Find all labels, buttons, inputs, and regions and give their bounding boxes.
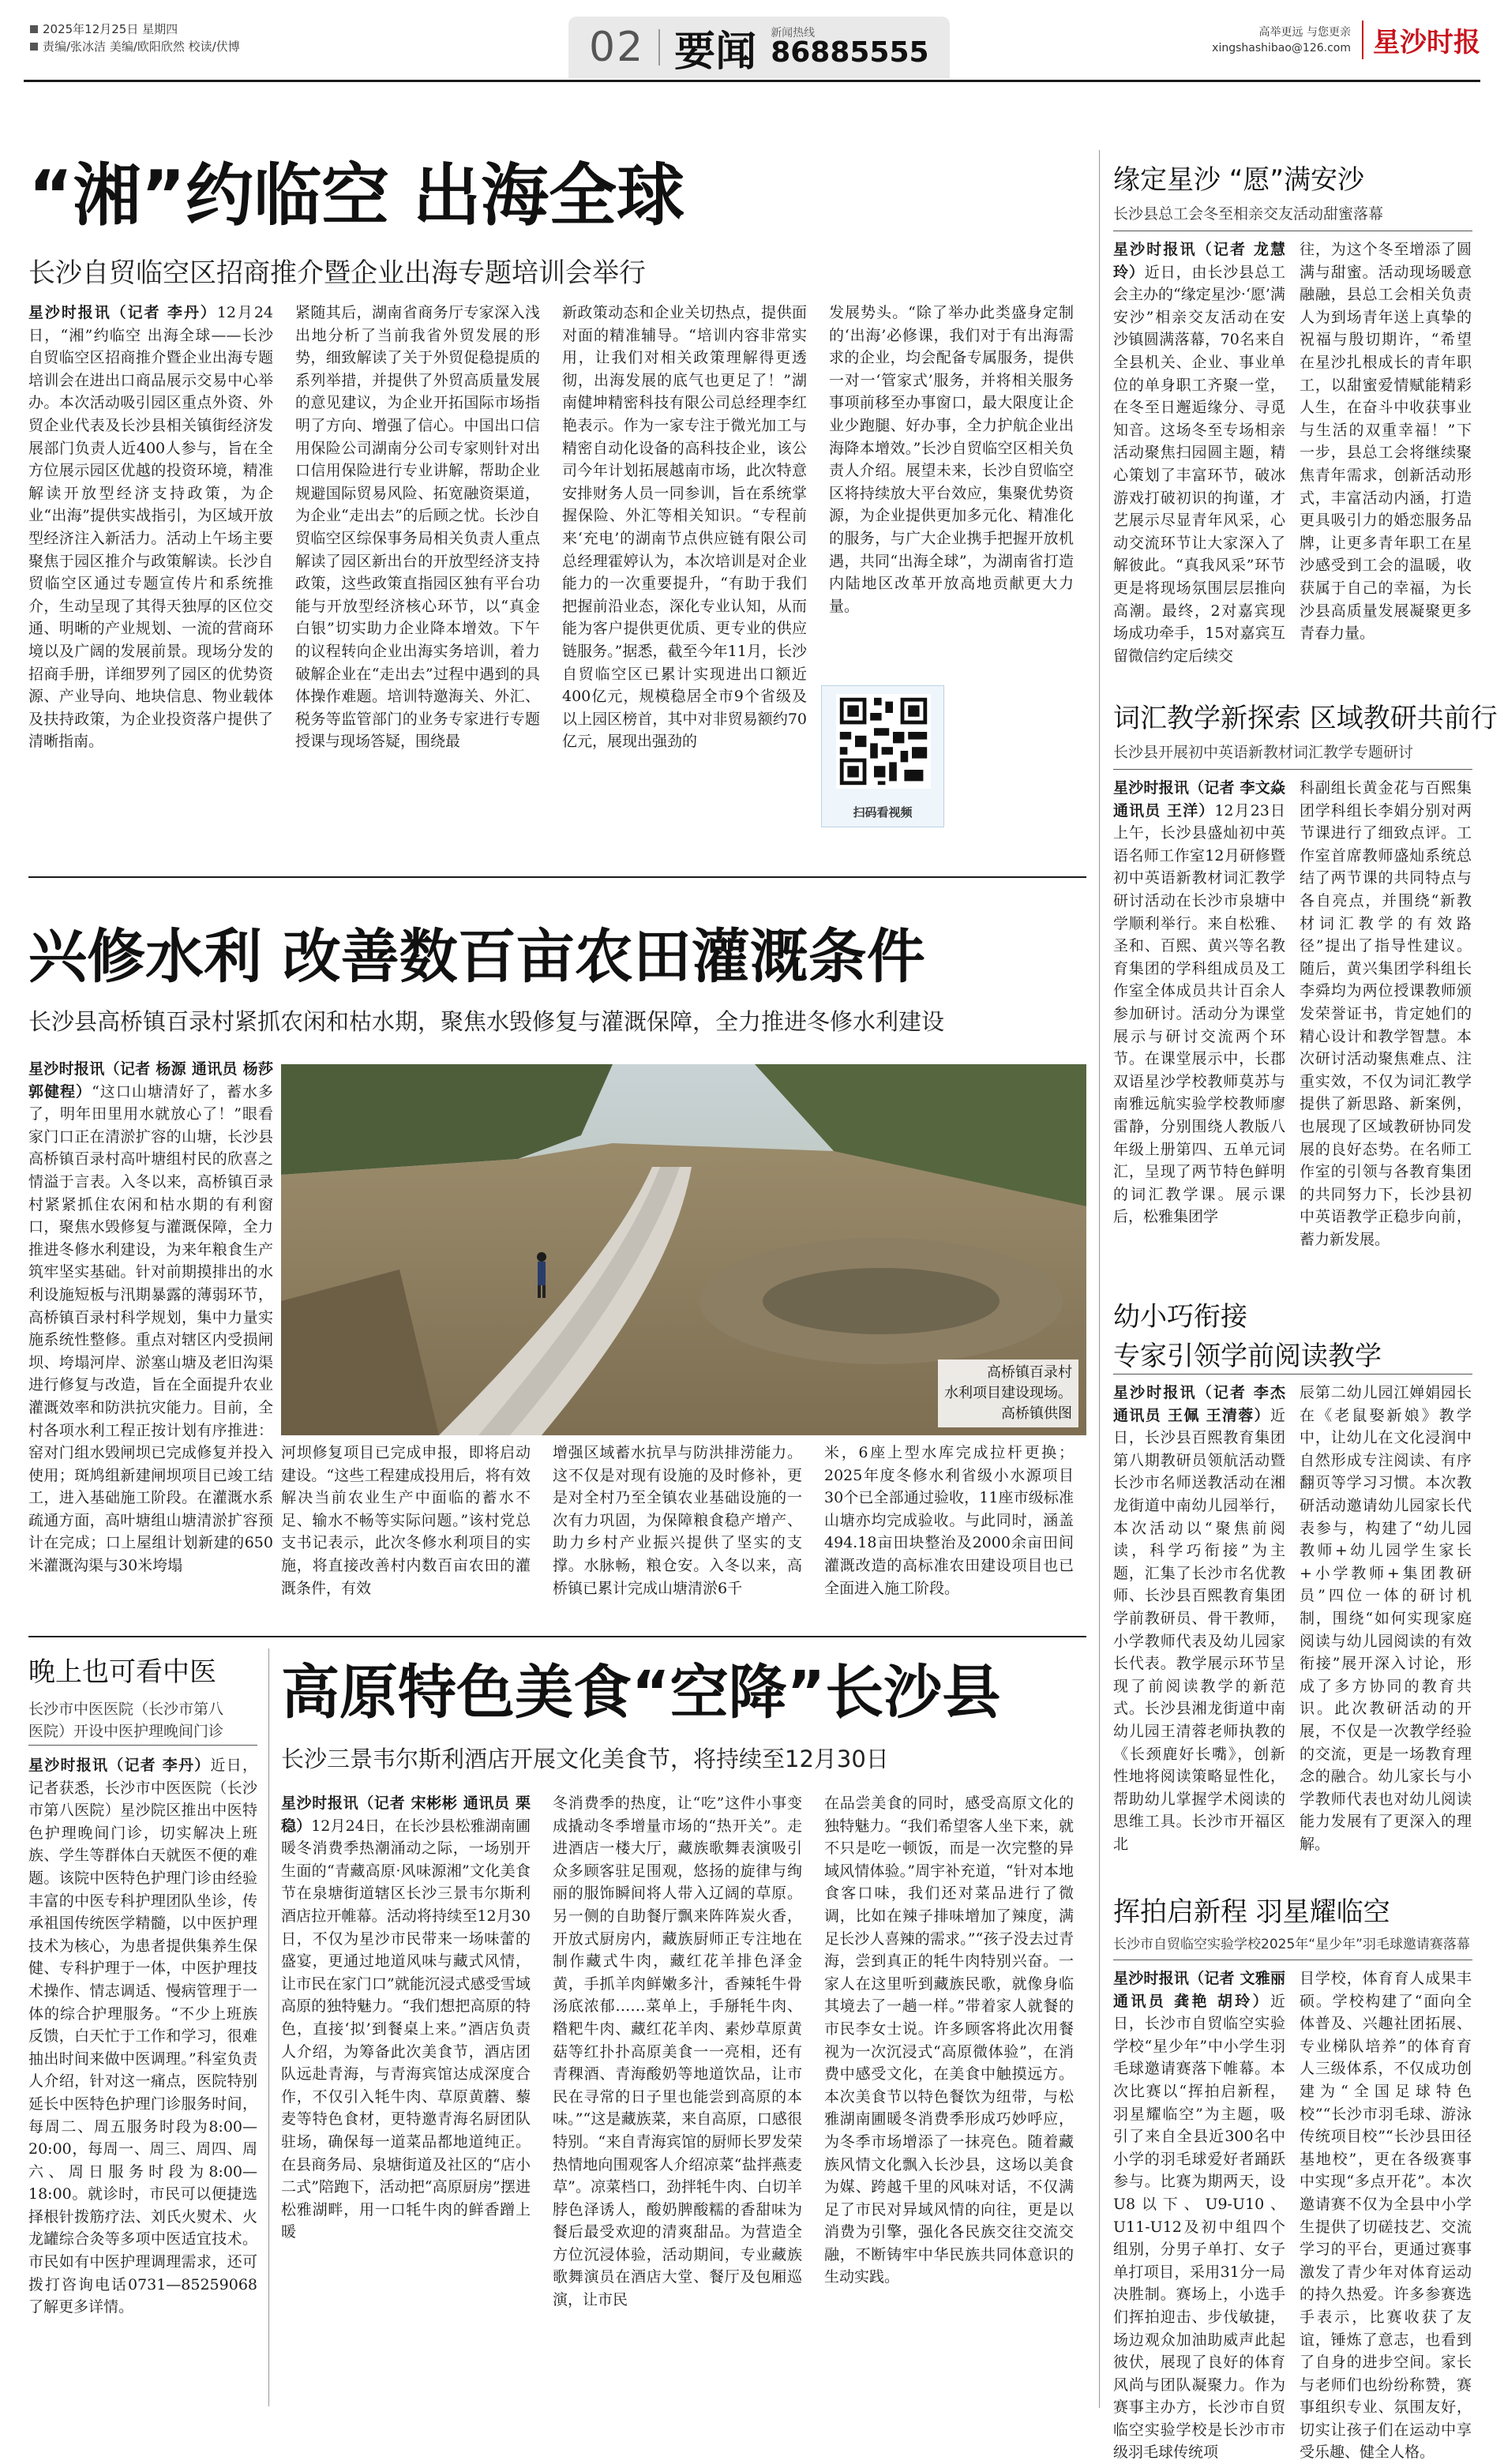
issue-date: 2025年12月25日 星期四 [43,22,178,36]
article4-text-2: 冬消费季的热度，让“吃”这件小事变成撬动冬季增量市场的“热开关”。走进酒店一楼大厅，藏族歌舞表演吸引众多顾客驻足围观，悠扬的旋律与绚丽的服饰瞬间将人带入辽阔的草原。另一侧的自助餐厅飘来阵阵炭火香，开放式厨房内，藏族厨师正专注地在制作藏式牛肉，藏红花羊排色泽金黄，手抓羊肉鲜嫩多汁，香辣牦牛骨汤底浓郁……菜单上，手掰牦牛肉、糌粑牛肉、藏红花羊肉、素炒草原黄菇等红扑扑高原美食一一亮相，还有青稞酒、青海酸奶等地道饮品，让市民在寻常的日子里也能尝到高原的本味。”“这是藏族菜，来自高原，口感很特别。“来自青海宾馆的厨师长罗发荣热情地向围观客人介绍凉菜“盐拌燕麦草”。凉菜档口，劲拌牦牛肉、白切羊脖色泽诱人，酸奶脾酸糯的香甜味为餐后最受欢迎的清爽甜品。为营造全方位沉浸体验，活动期间，专业藏族歌舞演员在酒店大堂、餐厅及包厢巡演，让市民 [553,1795,802,2309]
article1-text-4: 发展势头。“除了举办此类盛身定制的‘出海’必修课，我们对于有出海需求的企业，均会配备专属服务，提供一对一‘管家式’服务，并将相关服务事项前移至办事窗口，最大限度让企业少跑腿、好办事，全力护航企业出海降本增效。”长沙自贸临空区相关负责人介绍。展望未来，长沙自贸临空区将持续放大平台效应，集聚优势资源，为企业提供更加多元化、精准化的服务，与广大企业携手把握开放机遇，共同“出海全球”，为湖南省打造内陆地区改革开放高地贡献更大力量。 [829,304,1074,615]
hotline [771,28,928,67]
divider [28,1636,1086,1637]
divider [658,29,660,66]
article1-text-1: 12月24日，“湘”约临空 出海全球——长沙自贸临空区招商推介暨企业出海专题培训会在进出口商品展示交易中心举办。本次活动吸引园区重点外资、外贸企业代表及长沙县相关镇街经济发展部门负责人近400人参与，旨在全方位展示园区优越的投资环境，精准解读开放型经济支持政策，为企业“出海”提供实战指引，为区域开放型经济注入新活力。活动上午场主要聚焦于园区推介与政策解读。长沙自贸临空区通过专题宣传片和系统推介，生动呈现了其得天独厚的区位交通、明晰的产业规划、一流的营商环境以及广阔的发展前景。现场分发的招商手册，详细罗列了园区的优势资源、产业导向、地块信息、物业载体及扶持政策，为企业投资落户提供了清晰指南。 [28,304,273,751]
divider [1113,1374,1472,1375]
article1-text-3: 新政策动态和企业关切热点，提供面对面的精准辅导。“培训内容非常实用，让我们对相关政策理解得更透彻，出海发展的底气也更足了！”湖南健坤精密科技有限公司总经理李红艳表示。作为一家专注于微光加工与精密自动化设备的高科技企业，该公司今年计划拓展越南市场，此次特意安排财务人员一同参训，旨在系统掌握保险、外汇等相关知识。“专程前来‘充电’的湖南节点供应链有限公司总经理霍婷认为，本次培训是对企业能力的一次重要提升，“有助于我们把握前沿业态，深化专业认知，从而能为客户提供更优质、更专业的供应链服务。”据悉，截至今年11月，长沙自贸临空区已累计实现进出口额近400亿元，规模稳居全市9个省级及以上园区榜首，其中对非贸易额约70亿元，展现出强劲的 [562,304,807,751]
side2-title: 词汇教学新探索 区域教研共前行 [1113,703,1498,734]
section-name: 要闻 [674,28,757,76]
article1-text-2: 紧随其后，湖南省商务厅专家深入浅出地分析了当前我省外贸发展的形势，细致解读了关于外贸促稳提质的系列举措，并提供了外贸高质量发展的意见建议，为企业开拓国际市场指明了方向、增强了信心。中国出口信用保险公司湖南分公司专家则针对出口信用保险进行专业讲解，帮助企业规避国际贸易风险、拓宽融资渠道，为企业“走出去”的后顾之忧。长沙自贸临空区综保事务局相关负责人重点解读了园区新出台的开放型经济支持政策，这些政策直指园区独有平台功能与开放型经济核心环节，以“真金白银”切实助力企业降本增效。下午的议程转向企业出海实务培训，着力破解企业在“走出去”过程中遇到的具体操作难题。培训特邀海关、外汇、税务等监管部门的业务专家进行专题授课与现场答疑，围绕最 [295,304,540,751]
divider [268,1648,269,2406]
article2-text-4: 米，6座上型水库完成拉杆更换；2025年度冬修水利省级小水源项目30个已全部通过验收，11座市级标准山塘亦均完成验收。与此同时，涵盖494.18亩田块整治及2000余亩田间灌溉改造的高标准农田建设项目也已全面进入施工阶段。 [824,1444,1074,1597]
email: xingshashibao@126.com [1212,41,1351,54]
hotline-label: 新闻热线 [771,27,816,39]
article2-col2 [281,1442,531,1603]
article1-col3 [562,302,807,823]
article3-header [28,1650,265,1742]
qr-caption: 扫码看视频 [853,805,913,819]
article3-subtitle-1: 长沙市中医医院（长沙市第八 [28,1701,224,1718]
editors: 责编/张冰洁 美编/欧阳欣然 校读/伏博 [43,39,240,54]
article1-col2 [295,302,540,823]
article4-body [281,1792,1086,2403]
brand-logo: 星沙时报 [1362,21,1480,59]
side4-title: 挥拍启新程 羽星耀临空 [1113,1896,1390,1928]
side2-byline: 星沙时报讯（记者 李文焱 通讯员 王洋） [1113,779,1285,819]
side1-col2 [1300,238,1472,643]
side1-text-2: 往，为这个冬至增添了圆满与甜蜜。活动现场暖意融融，县总工会相关负责人为到场青年送上真挚的祝福与殷切期许，“希望在星沙扎根成长的青年职工，以甜蜜爱情赋能精彩人生，在奋斗中收获事业与生活的双重幸福！”下一步，县总工会将继续聚焦青年需求，创新活动形式，丰富活动内涵，打造更具吸引力的婚恋服务品牌，让更多青年职工在星沙感受到工会的温暖，收获属于自己的幸福，为长沙县高质量发展凝聚更多青春力量。 [1300,241,1472,643]
article1-byline: 星沙时报讯（记者 李丹） [28,304,217,321]
square-bullet-icon [30,25,38,33]
article1-title: “湘”约临空 出海全球 [28,156,684,235]
side1-subtitle: 长沙县总工会冬至相亲交友活动甜蜜落幕 [1113,205,1384,223]
irrigation-photo [281,1064,1086,1435]
divider [1113,769,1472,770]
side2-col2 [1300,777,1472,1295]
article1-col4 [829,302,1074,633]
side4-text-1: 近日，长沙市自贸临空实验学校“星少年”中小学生羽毛球邀请赛落下帷幕。本次比赛以“挥拍启新程，羽星耀临空”为主题，吸引了来自全县近300名中小学的羽毛球爱好者踊跃参与。比赛为期两天，设U8以下、U9-U10、U11-U12及初中组四个组别，分男子单打、女子单打项目，采用31分一局决胜制。赛场上，小选手们挥拍迎击、步伐敏捷，场边观众加油助威声此起彼伏，展现了良好的体育风尚与团队凝聚力。作为赛事主办方，长沙市自贸临空实验学校是长沙市市级羽毛球传统项 [1113,1992,1285,2462]
article4-text-1: 12月24日，在长沙县松雅湖南圃暖冬消费季热潮涌动之际，一场别开生面的“青藏高原·风味源湘”文化美食节在泉塘街道辖区长沙三景韦尔斯利酒店拉开帷幕。活动将持续至12月30日，不仅为星沙市民带来一场味蕾的盛宴，更通过地道风味与藏式风情，让市民在家门口”就能沉浸式感受雪域高原的独特魅力。“我们想把高原的特色，直接‘拟’到餐桌上来。”酒店负责人介绍，为筹备此次美食节，酒店团队远赴青海，与青海宾馆达成深度合作，不仅引入牦牛肉、草原黄蘑、藜麦等特色食材，更特邀青海名厨团队驻场，确保每一道菜品都地道纯正。在县商务局、泉塘街道及社区的“店小二式”陪跑下，活动把“高原厨房”摆进松雅湖畔，用一口牦牛肉的鲜香蹭上暖 [281,1817,531,2241]
section-tab [568,16,950,79]
article1-col1 [28,302,273,823]
article4-subtitle: 长沙三景韦尔斯利酒店开展文化美食节，将持续至12月30日 [281,1746,889,1772]
divider [1099,150,1100,2408]
side2-subtitle: 长沙县开展初中英语新教材词汇教学专题研讨 [1113,744,1414,761]
article4-byline: 星沙时报讯（记者 宋彬彬 通讯员 栗稳） [281,1795,531,1835]
side2-text-2: 科副组长黄金花与百熙集团学科组长李娟分别对两节课进行了细致点评。工作室首席教师盛灿系统总结了两节课的共同特点与各自亮点，并围绕“新教材词汇教学的有效路径”提出了指导性建议。随后，黄兴集团学科组长李舜均为两位授课教师颁发荣誉证书，肯定她们的精心设计和教学智慧。本次研讨活动聚焦难点、注重实效，不仅为词汇教学提供了新思路、新案例，也展现了区域教研协同发展的良好态势。在名师工作室的引领与各教育集团的共同努力下，长沙县初中英语教学正稳步向前，蓄力新发展。 [1300,779,1472,1248]
article3-subtitle-2: 医院）开设中医护理晚间门诊 [28,1723,224,1740]
article4-col2 [553,1792,802,2403]
article2-lower-body [281,1442,1086,1603]
article3-title: 晚上也可看中医 [28,1656,216,1688]
side3-byline: 星沙时报讯（记者 李杰 通讯员 王佩 王清蓉） [1113,1384,1285,1424]
slogan-block [1212,24,1351,56]
side4-text-2: 目学校，体育育人成果丰硕。学校构建了“面向全体普及、兴趣社团拓展、专业梯队培养”的体育育人三级体系，不仅成功创建为“全国足球特色校”“长沙市羽毛球、游泳传统项目校”“长沙县田径基地校”，更在各级赛事中实现“多点开花”。本次邀请赛不仅为全县中小学生提供了切磋技艺、交流学习的平台，更通过赛事激发了青少年对体育运动的持久热爱。许多参赛选手表示，比赛收获了友谊，锤炼了意志，也看到了自身的进步空间。家长与老师们也纷纷称赞，赛事组织专业、氛围友好，切实让孩子们在运动中享受乐趣、健全人格。 [1300,1970,1472,2462]
article3-byline: 星沙时报讯（记者 李丹） [28,1757,211,1774]
hotline-number: 86885555 [771,36,929,69]
side3-title-1: 幼小巧衔接 [1113,1301,1247,1333]
side3-title-2: 专家引领学前阅读教学 [1113,1341,1382,1372]
article4-text-3: 在品尝美食的同时，感受高原文化的独特魅力。“我们希望客人坐下来，就不只是吃一顿饭，而是一次完整的异域风情体验。”周宇补充道，“针对本地食客口味，我们还对菜品进行了微调，比如在辣子排味增加了辣度，满足长沙人喜辣的需求。”“孩子没去过青海，尝到真正的牦牛肉特别兴奋。一家人在这里听到藏族民歌，就像身临其境去了一趟一样。”带着家人就餐的市民李女士说。许多顾客将此次用餐视为一次沉浸式“高原微体验”，在消费中感受文化，在美食中触摸远方。本次美食节以特色餐饮为纽带，与松雅湖南圃暖冬消费季形成巧妙呼应，为冬季市场增添了一抹亮色。随着藏族风情文化飘入长沙县，这场以美食为媒、跨越千里的风味对话，不仅满足了市民对异域风情的向往，更是以消费为引擎，强化各民族交往交流交融，不断铸牢中华民族共同体意识的生动实践。 [824,1795,1074,2286]
side4-body [1113,1967,1472,2462]
article3-body [28,1754,257,2402]
article4-title: 高原特色美食“空降”长沙县 [281,1659,1001,1727]
side2-text-1: 12月23日上午，长沙县盛灿初中英语名师工作室12月研修暨初中英语新教材词汇教学研讨活动在长沙市泉塘中学顺利举行。来自松雅、圣和、百熙、黄兴等名教育集团的学科组成员及工作室全体成员共计百余人参加研讨。活动分为课堂展示与研讨交流两个环节。在课堂展示中，长郡双语星沙学校教师莫苏与南雅远航实验学校教师廖雷静，分别围绕人教版八年级上册第四、五单元词汇，呈现了两节特色鲜明的词汇教学课。展示课后，松雅集团学 [1113,801,1285,1226]
photo-caption-line-2: 水利项目建设现场。 [944,1385,1072,1401]
side3-col1 [1113,1382,1285,1865]
side3-text-2: 辰第二幼儿园江婵娟园长在《老鼠娶新娘》教学中，让幼儿在文化浸润中自然形成专注阅读、有序翻页等学习习惯。本次教研活动邀请幼儿园家长代表参与，构建了“幼儿园教师+幼儿园学生家长+小学教师+集团教研员”四位一体的研讨机制，围绕“如何实现家庭阅读与幼儿园阅读的有效衔接”展开深入讨论，形成了多方协同的教育共识。此次教研活动的开展，不仅是一次教学经验的交流，更是一场教育理念的融合。幼儿家长与小学教师代表也对幼儿阅读能力发展有了更深入的理解。 [1300,1384,1472,1853]
article2-text-2: 河坝修复项目已完成申报，即将启动建设。“这些工程建成投用后，将有效解决当前农业生产中面临的蓄水不足、输水不畅等实际问题。”该村党总支书记表示，此次冬修水利项目的实施，将直接改善村内数百亩农田的灌溉条件，有效 [281,1444,531,1597]
side4-col1 [1113,1967,1285,2462]
photo-caption-line-3: 高桥镇供图 [1001,1405,1072,1422]
article4-col1 [281,1792,531,2403]
masthead-meta [30,21,240,55]
divider [28,876,1086,878]
masthead-brand-area [1212,21,1480,59]
article2-subtitle: 长沙县高桥镇百录村紧抓农闲和枯水期，聚焦水毁修复与灌溉保障，全力推进冬修水利建设 [28,1008,945,1035]
article2-text-1: “这口山塘清好了，蓄水多了，明年田里用水就放心了！”眼看家门口正在清淤扩容的山塘，长沙县高桥镇百录村高叶塘组村民的欣喜之情溢于言表。入冬以来，高桥镇百录村紧紧抓住农闲和枯水期的有利窗口，聚焦水毁修复与灌溉保障，全力推进冬修水利建设，为来年粮食生产筑牢坚实基础。针对前期摸排出的水利设施短板与汛期暴露的薄弱环节，高桥镇百录村科学规划，集中力量实施系统性整修。重点对辖区内受损闸坝、垮塌河岸、淤塞山塘及老旧沟渠进行修复与改造，旨在全面提升农业灌溉效率和防洪抗灾能力。目前，全村各项水利工程正按计划有序推进：窑对门组水毁闸坝已完成修复并投入使用；斑鸠组新建闸坝项目已竣工结工，进入基础施工阶段。在灌溉水系疏通方面，高叶塘组山塘清淤扩容预计在完成；口上屋组计划新建的650米灌溉沟渠与30米垮塌 [28,1082,273,1575]
divider [28,1745,257,1746]
side3-text-1: 近日，长沙县百熙教育集团第八期教研员领航活动暨长沙市名师送教活动在湘龙街道中南幼儿园举行，本次活动以“聚焦前阅读，科学巧衔接”为主题，汇集了长沙市名优教师、长沙县百熙教育集团学前教研员、骨干教师，小学教师代表及幼儿园家长代表。教学展示环节呈现了前阅读教学的新范式。长沙县湘龙街道中南幼儿园王清蓉老师执教的《长颈鹿好长嘴》，创新性地将阅读策略显性化，帮助幼儿掌握学术阅读的思维工具。长沙市开福区北 [1113,1406,1285,1853]
article4-col3 [824,1792,1074,2403]
article2-col1 [28,1058,273,1603]
side4-col2 [1300,1967,1472,2462]
qr-code-box[interactable] [821,685,944,827]
article2-byline: 星沙时报讯（记者 杨源 通讯员 杨莎 郭健程） [28,1060,273,1101]
side3-body [1113,1382,1472,1865]
article2-title: 兴修水利 改善数百亩农田灌溉条件 [28,923,925,991]
article3-text: 近日，记者获悉，长沙市中医医院（长沙市第八医院）星沙院区推出中医特色护理晚间门诊，切实解决上班族、学生等群体白天就医不便的难题。该院中医特色护理门诊由经验丰富的中医专科护理团队坐诊，传承祖国传统医学精髓，以中医护理技术为核心，为患者提供集养生保健、专科护理于一体，中医护理技术操作、情志调适、慢病管理于一体的综合护理服务。“不少上班族反馈，白天忙于工作和学习，很难抽出时间来做中医调理。”科室负责人介绍，针对这一痛点，医院特别延长中医特色护理门诊服务时间，每周二、周五服务时段为8:00—20:00，每周一、周三、周四、周六、周日服务时段为8:00—18:00。就诊时，市民可以便捷选择根针拨筋疗法、刘氏火熨术、火龙罐综合灸等多项中医适宜技术。市民如有中医护理调理需求，还可拨打咨询电话0731—85259068了解更多详情。 [28,1757,257,2316]
side2-body [1113,777,1472,1295]
page-number: 02 [589,24,645,71]
side1-body [1113,238,1472,665]
side4-byline: 星沙时报讯（记者 文雅丽 通讯员 龚艳 胡玲） [1113,1970,1285,2010]
side2-col1 [1113,777,1285,1295]
article2-text-3: 增强区域蓄水抗旱与防洪排涝能力。这不仅是对现有设施的及时修补，更是对全村乃至全镇农业基础设施的一次有力巩固，为保障粮食稳产增产、助力乡村产业振兴提供了坚实的支撑。水脉畅，粮仓安。入冬以来，高桥镇已累计完成山塘清淤6千 [553,1444,802,1597]
article1-subtitle: 长沙自贸临空区招商推介暨企业出海专题培训会举行 [28,257,646,289]
photo-caption [938,1360,1078,1427]
slogan: 高举更远 与您更亲 [1258,25,1351,39]
article2-col3 [553,1442,802,1603]
masthead [24,16,1480,82]
article2-col4 [824,1442,1074,1603]
side4-subtitle: 长沙市自贸临空实验学校2025年“星少年”羽毛球邀请赛落幕 [1113,1937,1470,1952]
side1-byline: 星沙时报讯（记者 龙慧玲） [1113,241,1285,281]
side3-col2 [1300,1382,1472,1865]
square-bullet-icon [30,43,38,51]
side1-text-1: 近日，由长沙县总工会主办的“缘定星沙·‘愿’满安沙”相亲交友活动在安沙镇圆满落幕，70名来自全县机关、企业、事业单位的单身职工齐聚一堂，在冬至日邂逅缘分、寻觅知音。这场冬至专场相亲活动聚焦扫园圆主题，精心策划了丰富环节，破冰游戏打破初识的拘谨，才艺展示尽显青年风采，心动交流环节让大家深入了解彼此。“真我风采”环节更是将现场氛围层层推向高潮。最终，2对嘉宾现场成功牵手，15对嘉宾互留微信约定后续交 [1113,263,1285,665]
side1-col1 [1113,238,1285,665]
qr-code-icon[interactable] [836,694,931,789]
photo-caption-line-1: 高桥镇百录村 [987,1364,1072,1381]
side1-title: 缘定星沙 “愿”满安沙 [1113,164,1365,196]
